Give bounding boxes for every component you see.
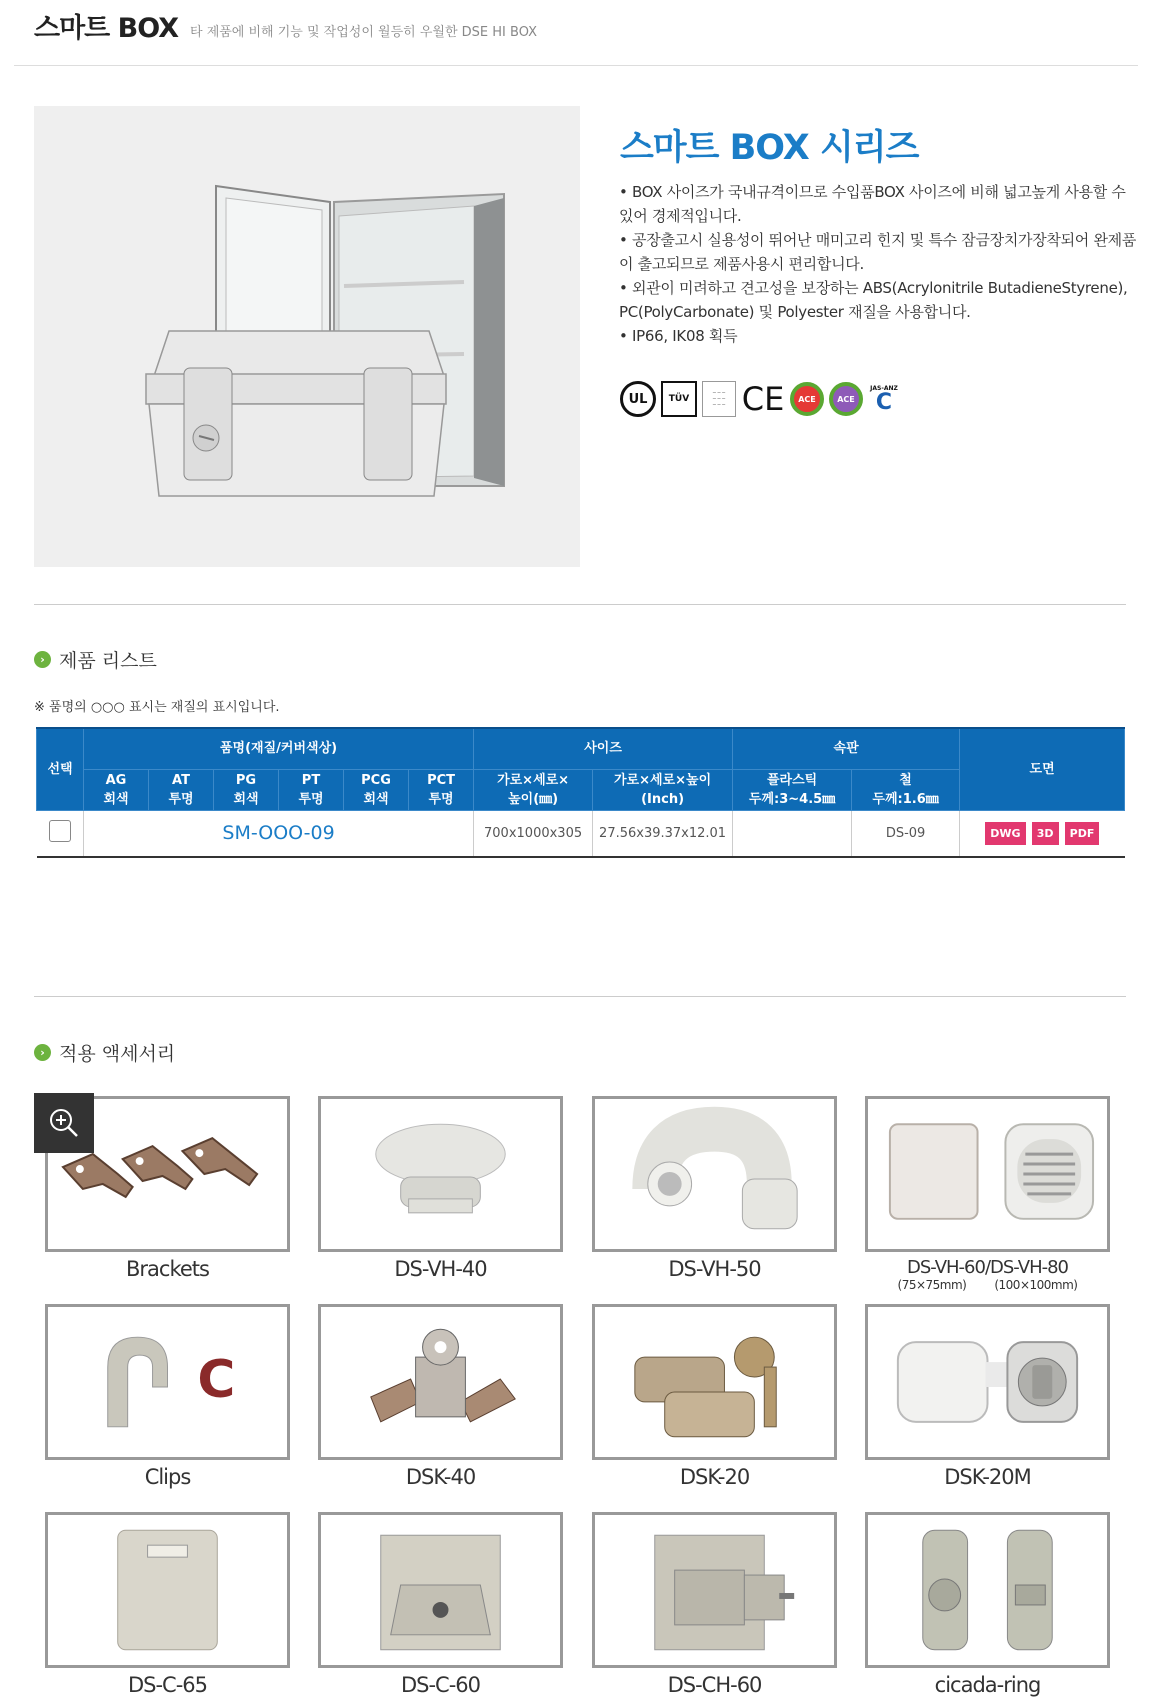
zoom-button[interactable] (34, 1093, 94, 1153)
accessory-item[interactable] (592, 1096, 837, 1281)
header-size-inch: 가로×세로×높이 (Inch) (593, 769, 733, 810)
header-material: PCG 회색 (344, 769, 409, 810)
description-line: • IP66, IK08 획득 (619, 327, 738, 345)
model-cell (84, 810, 474, 857)
accessory-label: DSK-40 (405, 1465, 476, 1489)
accessory-item[interactable] (865, 1512, 1110, 1697)
product-list-title (34, 646, 157, 673)
zoom-in-icon (47, 1106, 81, 1140)
accessory-item[interactable] (865, 1304, 1110, 1489)
chevron-right-icon: › (34, 1044, 51, 1061)
3d-download-button[interactable]: 3D (1032, 822, 1059, 845)
certification-logos (620, 378, 900, 420)
material-note: ※ 품명의 ○○○ 표시는 재질의 표시입니다. (34, 700, 280, 715)
accessory-image (45, 1512, 290, 1668)
section-title-text: 제품 리스트 (59, 650, 157, 672)
header-material: AG 회색 (84, 769, 149, 810)
page-subtitle: 타 제품에 비해 기능 및 작업성이 월등히 우월한 DSE HI BOX (190, 25, 538, 40)
select-cell (37, 810, 84, 857)
header-plate-steel: 철 두께:1.6㎜ (852, 769, 960, 810)
accessory-label: DSK-20M (944, 1465, 1031, 1489)
accessory-label: cicada-ring (934, 1673, 1041, 1697)
accessory-item[interactable] (318, 1304, 563, 1489)
size-inch-cell: 27.56x39.37x12.01 (593, 810, 733, 857)
accessory-sizes: (75×75mm) (100×100mm) (897, 1278, 1078, 1292)
accessory-label: DS-VH-40 (394, 1257, 487, 1281)
accessory-image (865, 1096, 1110, 1252)
page-header (14, 0, 1138, 66)
ce-cert-icon: CE (741, 380, 785, 418)
plate-steel-cell: DS-09 (852, 810, 960, 857)
accessory-label: Clips (144, 1465, 191, 1489)
header-size-group: 사이즈 (474, 728, 733, 769)
accessory-label: DS-VH-50 (668, 1257, 761, 1281)
header-select: 선택 (37, 728, 84, 810)
dwg-download-button[interactable]: DWG (985, 822, 1025, 845)
accessory-item[interactable] (865, 1096, 1110, 1292)
product-description (619, 180, 1139, 348)
accessory-label: DS-CH-60 (667, 1673, 762, 1697)
description-line: • 공장출고시 실용성이 뛰어난 매미고리 힌지 및 특수 잠금장치가장착되어 완제품이 출고되므로 제품사용시 편리합니다. (619, 231, 1137, 273)
ul-cert-icon: UL (620, 381, 656, 417)
tuv-cert-icon: TÜV (661, 381, 697, 417)
header-material: PT 투명 (279, 769, 344, 810)
accessory-image (318, 1304, 563, 1460)
model-name[interactable]: SM-OOO-09 (222, 822, 335, 845)
accessory-image (318, 1096, 563, 1252)
accessory-item[interactable] (45, 1512, 290, 1697)
chevron-right-icon: › (34, 651, 51, 668)
accessory-image (592, 1512, 837, 1668)
series-title: 스마트 BOX 시리즈 (620, 128, 919, 168)
accessory-image (865, 1304, 1110, 1460)
size-mm-cell: 700x1000x305 (474, 810, 593, 857)
accessory-label: DS-C-60 (400, 1673, 481, 1697)
select-checkbox[interactable] (49, 820, 71, 842)
accessory-label: DSK-20 (679, 1465, 750, 1489)
description-line: • 외관이 미려하고 견고성을 보장하는 ABS(Acrylonitrile ButadieneStyrene), PC(PolyCarbonate) 및 Polyester 재질을 사용합니다. (619, 279, 1128, 321)
header-material: PCT 투명 (409, 769, 474, 810)
accessory-item[interactable] (592, 1304, 837, 1489)
divider (34, 996, 1126, 997)
accessory-image (592, 1304, 837, 1460)
accessory-label: Brackets (126, 1257, 209, 1281)
table-row (37, 810, 1125, 857)
divider (34, 604, 1126, 605)
header-name-group: 품명(재질/커버색상) (84, 728, 474, 769)
header-drawing: 도면 (960, 728, 1125, 810)
plate-plastic-cell (733, 810, 852, 857)
jas-anz-cert-icon: JAS-ANZ C (870, 384, 898, 415)
accessory-label: DS-VH-60/DS-VH-80 (906, 1257, 1068, 1278)
accessory-label: DS-C-65 (127, 1673, 208, 1697)
header-plate-plastic: 플라스틱 두께:3~4.5㎜ (733, 769, 852, 810)
accessory-item[interactable] (318, 1096, 563, 1281)
header-plate-group: 속판 (733, 728, 960, 769)
accessory-image (318, 1512, 563, 1668)
page-title: 스마트 BOX (34, 13, 179, 44)
accessory-image (45, 1304, 290, 1460)
header-material: PG 회색 (214, 769, 279, 810)
svg-text:C: C (197, 1349, 236, 1410)
pdf-download-button[interactable]: PDF (1065, 822, 1100, 845)
accessory-image (592, 1096, 837, 1252)
accessory-item[interactable] (592, 1512, 837, 1697)
product-table (36, 727, 1125, 858)
tuv-cert-text: ─ ─ ─ ─ ─ ─ ─ ─ ─ (702, 381, 736, 417)
description-line: • BOX 사이즈가 국내규격이므로 수입품BOX 사이즈에 비해 넓고높게 사용할 수 있어 경제적입니다. (619, 183, 1126, 225)
section-title-text: 적용 액세서리 (59, 1043, 176, 1065)
header-material: AT 투명 (149, 769, 214, 810)
accessories-title (34, 1039, 175, 1066)
header-size-mm: 가로×세로× 높이(㎜) (474, 769, 593, 810)
drawing-cell (960, 810, 1125, 857)
product-image (34, 106, 580, 567)
ace-green-cert-icon: ACE (790, 382, 824, 416)
accessory-item[interactable] (45, 1304, 290, 1489)
ace-purple-cert-icon: ACE (829, 382, 863, 416)
accessory-image (865, 1512, 1110, 1668)
accessory-item[interactable] (318, 1512, 563, 1697)
